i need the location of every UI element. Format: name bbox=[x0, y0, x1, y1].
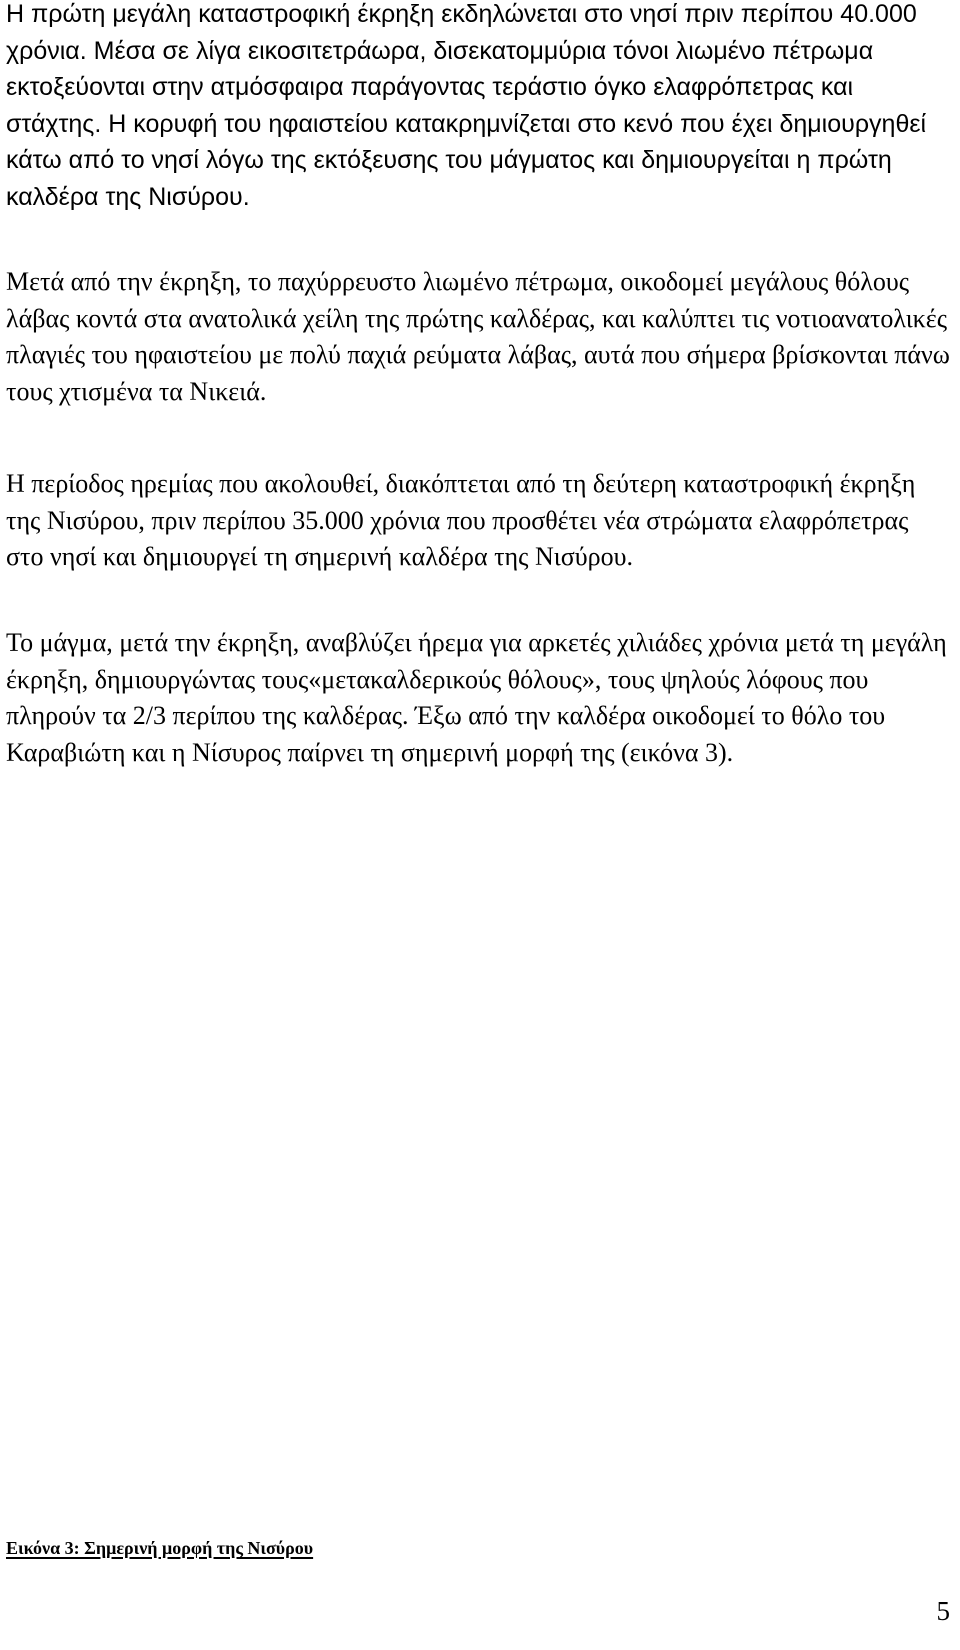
paragraph-second-eruption: Η περίοδος ηρεμίας που ακολουθεί, διακόπτεται από τη δεύτερη καταστροφική έκρηξη της Νισύρου, πριν περίπου 35.000 χρόνια που προσθέτει νέα στρώματα ελαφρόπετρας στο νησί και δημιουργεί τη σημερινή καλδέρα της Νισύρου. bbox=[6, 469, 916, 571]
page-number: 5 bbox=[936, 1596, 950, 1626]
figure-caption: Εικόνα 3: Σημερινή μορφή της Νισύρου bbox=[6, 1538, 314, 1558]
paragraph-post-caldera-domes: Το μάγμα, μετά την έκρηξη, αναβλύζει ήρεμα για αρκετές χιλιάδες χρόνια μετά τη μεγάλη έκρηξη, δημιουργώντας τους«μετακαλδερικούς θόλους», τους ψηλούς λόφους που πληρούν τα 2/3 περίπου της καλδέρας. Έξω από την καλδέρα οικοδομεί το θόλο του Καραβιώτη και η Νίσυρος παίρνει τη σημερινή μορφή της (εικόνα 3). bbox=[6, 628, 947, 767]
paragraph-first-eruption: Η πρώτη μεγάλη καταστροφική έκρηξη εκδηλώνεται στο νησί πριν περίπου 40.000 χρόνια. Μέσα σε λίγα εικοσιτετράωρα, δισεκατομμύρια τόνοι λιωμένο πέτρωμα εκτοξεύονται στην ατμόσφαιρα παράγοντας τεράστιο όγκο ελαφρόπετρας και στάχτης. Η κορυφή του ηφαιστείου κατακρημνίζεται στο κενό που έχει δημιουργηθεί κάτω από το νησί λόγω της εκτόξευσης του μάγματος και δημιουργείται η πρώτη καλδέρα της Νισύρου. bbox=[6, 0, 927, 211]
paragraph-lava-domes: Μετά από την έκρηξη, το παχύρρευστο λιωμένο πέτρωμα, οικοδομεί μεγάλους θόλους λάβας κοντά στα ανατολικά χείλη της πρώτης καλδέρας, και καλύπτει τις νοτιοανατολικές πλαγιές του ηφαιστείου με πολύ παχιά ρεύματα λάβας, αυτά που σήμερα βρίσκονται πάνω τους χτισμένα τα Νικειά. bbox=[6, 267, 950, 406]
